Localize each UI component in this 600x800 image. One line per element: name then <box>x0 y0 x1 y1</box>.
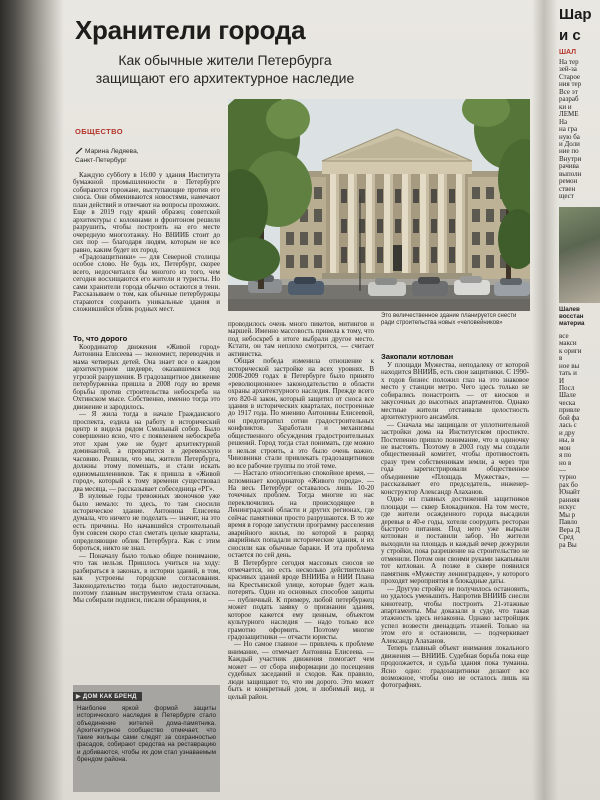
adjacent-caption-line: Шалев <box>559 305 580 313</box>
lead-paragraph: Каждую субботу в 16:00 у здания Института бумажной промышленности в Петербурге собираются горожане, выступающие против его сноса. Они обмениваются новостями, намечают план действий и отвечают на вопросы прохожих. Еще в 2019 году яркий образец советской архитектуры с колоннами и фронтоном решили разрушить, чтобы построить на его месте очередную многоэтажку. Но ВНИИБ стоит до сих пор — благодаря людям, которым не все равно, каким будет их город. <box>73 172 220 254</box>
article-photo <box>228 99 530 311</box>
adjacent-text-line: бой фа <box>559 413 580 422</box>
sidebar-box <box>73 685 220 792</box>
adjacent-caption <box>557 306 600 328</box>
adjacent-text-line: Посл <box>559 384 575 392</box>
adjacent-section-fragment: ШАЛ <box>559 49 577 56</box>
body-paragraph: — Но самое главное — привлечь к проблеме внимание, — отмечает Антонина Елисеева. — Каждый участник движения помогает чем может — от сбора информации до посещения судебных заседаний и сходов. Как правило, люди защищают то, что им дорого. Это может быть и конкретный дом, и любимый вид, и целый район. <box>228 640 374 701</box>
section-label: ОБЩЕСТВО <box>75 127 123 136</box>
sidebar-box-text: Наиболее яркой формой защиты исторического наследия в Петербурге стало объединение жителей дома-памятника. Архитектурное сообщество отмечает, что такие жильцы сами следят за сохранностью фасадов, собирают средства на реставрацию и добиваются, чтобы их дом стал узнаваемым брендом района. <box>77 705 216 764</box>
adjacent-text-line: Юнайт <box>559 488 580 497</box>
adjacent-text-line: ра Вы <box>559 540 577 549</box>
subtitle-line: Как обычные жители Петербурга <box>118 52 332 68</box>
adjacent-text-line: турно <box>559 473 577 482</box>
author-byline <box>75 147 220 165</box>
page-fold-shadow <box>0 0 64 800</box>
adjacent-text-line: искус <box>559 503 576 512</box>
adjacent-text-line: Внутри <box>559 154 582 163</box>
adjacent-text-line: я по <box>559 451 572 460</box>
adjacent-text-line: ческа <box>559 398 576 407</box>
pen-icon <box>75 147 83 154</box>
adjacent-text-line: — <box>559 465 566 474</box>
adjacent-text-line: разраб <box>559 95 579 104</box>
subtitle-line: защищают его архитектурное наследие <box>95 69 355 86</box>
adjacent-photo <box>559 207 600 303</box>
adjacent-text-line: привле <box>559 406 580 415</box>
adjacent-text-line: выполн <box>559 169 582 178</box>
page-gutter-shadow <box>532 0 558 800</box>
photo-building-scene <box>228 99 530 311</box>
adjacent-text-line: зей-за <box>559 65 577 74</box>
body-paragraph: Одно из главных достижений защитников площади — сквер Блокадников. На том месте, где жители осажденного города высадили деревья в 40-е годы, хотели соорудить ресторан быстрого питания. Под него уже вырыли котлован и поставили забор. Но жители выходили на площадь и каждый вечер дежурили у стройки, пока разрешение на строительство не отменили. Потом они своими руками закапывали тот котлован. А позже в сквере появился памятник «Мужеству ленинградцев», у которого проходят мероприятия в блокадные даты. <box>381 495 529 586</box>
adjacent-text-line: ранняя <box>559 495 580 504</box>
sidebar-box-header <box>73 692 142 701</box>
author-name-line <box>75 147 220 157</box>
column-c <box>381 362 529 792</box>
adjacent-text-top <box>557 59 600 201</box>
adjacent-text-line: Сред <box>559 533 574 542</box>
adjacent-text-line: ное вы <box>559 361 580 370</box>
body-paragraph: В нулевые годы тревожных звоночков уже было немало: то здесь, то там сносили историческое здание. Антонина Елисеева думала, что ничего не поделать — значит, на это есть причины. Но начавшийся строительный бум совсем скоро стал сметать целые кварталы, определяющие облик Петербурга. Как с этим бороться, никто не знал. <box>73 492 220 553</box>
body-paragraph: Теперь главный объект внимания локального движения — ВНИИБ. Судебная борьба пока еще продолжается, и судьба здания пока туманна. Ясно одно: градозащитники делают все возможное, чтобы оно не осталось лишь на фотографиях. <box>381 644 529 690</box>
column-a <box>73 344 220 682</box>
adjacent-text-line: Павло <box>559 518 578 527</box>
adjacent-page-strip <box>557 0 600 800</box>
body-paragraph: Координатор движения «Живой город» Антонина Елисеева — экономист, переводчик и мама четверых детей. Она знает все о каждом архитектурном шедевре, оказавшемся под угрозой разрушения. В градозащитное движение петербурженка пришла в 2008 году во время борьбы против строительства небоскреба на Охтинском мысе. Собственно, именно тогда это движение и зародилось. <box>73 344 220 411</box>
adjacent-text-line: И <box>559 376 565 385</box>
body-paragraph: У площади Мужества, неподалеку от которой находится ВНИИБ, есть свои защитники. С 1990-х годов бизнес положил глаз на это знаковое место у станции метро. Чего здесь только не собирались понастроить — от киосков и закусочных до высотных апартаментов. Однако местные жители отстаивали целостность архитектурного ансамбля. <box>381 362 529 422</box>
adjacent-text-line: Мы р <box>559 510 576 519</box>
adjacent-text-line: ние по <box>559 147 579 156</box>
adjacent-text-line: к ориги <box>559 346 582 355</box>
adjacent-text-line: все <box>559 331 569 340</box>
adjacent-text-line: мон <box>559 443 571 452</box>
adjacent-text-line: Все эт <box>559 87 578 96</box>
adjacent-headline-fragment: Шар <box>559 6 592 23</box>
adjacent-text-line: ки и <box>559 102 572 111</box>
adjacent-text-bottom <box>557 333 600 549</box>
adjacent-caption-line: восстан <box>559 313 584 321</box>
body-paragraph: — Настало относительно спокойное время, — вспоминает координатор «Живого города». — На весь Петербург оставалось лишь 10-20 точечных проблем. Тогда многие из нас переключились на происходящее в Ленинградской области и других регионах, где сейчас памятники просто разрушаются. В то же время в городе запустили программу расселения аварийного жилья, по которой в разряд аварийных попадали исторические здания, и их сносили как обычные бараки. И эта проблема остается по сей день. <box>228 469 374 560</box>
adjacent-text-line: рах бо <box>559 480 578 489</box>
triangle-marker-icon: ▶ <box>76 694 81 700</box>
body-paragraph: — Другую стройку не получилось остановить, но удалось уменьшить. Напротив ВНИИБ снесли кинотеатр, чтобы построить 21-этажные апартаменты. Мы доказали в суде, что такая этажность здесь незаконна. Однако застройщик успел возвести двенадцать этажей. Только на этом его и остановили, — подчеркивает Александр Алаханов. <box>381 584 529 645</box>
adjacent-text-line: лась с <box>559 421 577 430</box>
adjacent-text-line: Шале <box>559 391 576 400</box>
adjacent-text-line: На <box>559 117 568 126</box>
adjacent-text-line: Старое <box>559 72 581 81</box>
body-paragraph: проводилось очень много пикетов, митингов и маршей. Именно массовость привела к тому, что под небоскреб в итоге выбрали другое место. Кстати, он там неплохо смотрится, — считает активистка. <box>228 321 374 358</box>
foreground-road <box>228 299 530 311</box>
subheading-1: То, что дорого <box>73 334 128 343</box>
author-city: Санкт-Петербург <box>75 156 127 164</box>
body-paragraph: В Петербурге сегодня массовых сносов не отмечается, но есть несколько действительно красивых зданий вроде ВНИИБа и НИИ Плана на Крестьянской улице, которые будет жаль потерять. Один из основных способов защиты — публичный. К примеру, любой петербуржец может подать заявку о признании здания, которое кажется ему ценным, объектом культурного наследия — надо только все грамотно оформить. Поэтому многие градозащитники — отчасти юристы. <box>228 558 374 642</box>
adjacent-text-line: Вера Д <box>559 525 580 534</box>
author-name: Марина Ледяева, <box>85 148 139 155</box>
sidebar-box-title: ДОМ КАК БРЕНД <box>82 694 137 700</box>
adjacent-text-line: ную ба <box>559 132 580 141</box>
adjacent-text-line: макси <box>559 339 577 348</box>
adjacent-text-line: щест <box>559 192 574 201</box>
body-paragraph: — Сначала мы защищали от уплотнительной застройки дома на Институтском проспекте. Постепенно пришло понимание, что в одиночку не выстоять. Поэтому в 2003 году мы создали общественный комитет, чтобы противостоять сразу трем собственникам земли, а через три года зарегистрировали общественное объединение «Площадь Мужества», — рассказывает его председатель, инженер-конструктор Александр Алаханов. <box>381 420 529 496</box>
subheading-2: Закопали котлован <box>381 352 454 361</box>
adjacent-text-line: На тер <box>559 58 579 66</box>
adjacent-text-line: и Доли <box>559 139 580 148</box>
adjacent-text-line: ЛЕМЕ <box>559 110 579 119</box>
adjacent-text-line: ны, в <box>559 436 575 445</box>
photo-caption: Это величественное здание планируется снести ради строительства новых «человейников» <box>381 313 517 327</box>
adjacent-text-line: и дру <box>559 428 575 437</box>
body-paragraph: Общая победа изменила отношение к исторической застройке на всех уровнях. В 2008-2009 годах в Петербурге было принято «революционное» законодательство в области охраны архитектурного наследия. Прежде всего это 820-й закон, который защитил от сноса все здания в исторических кварталах, построенные до 1917 года. По мнению Антонины Елисеевой, он предотвратил сотни градостроительных конфликтов. Заработали и механизмы общественного обсуждения градостроительных решений. Город тогда стал понимать, где можно и нельзя строить, а это было очень важно. Чиновники стали привлекать градозащитников во все рабочие группы по этой теме. <box>228 357 374 470</box>
adjacent-text-line: в <box>559 354 563 363</box>
article-title: Хранители города <box>75 15 306 45</box>
adjacent-caption-line: материа <box>559 320 585 328</box>
body-paragraph: — Поначалу было только общее понимание, что так нельзя. Пришлось учиться на ходу: разбираться в законах, в истории зданий, в том, как устроены городские согласования. Законодательство тогда было недостаточным, поэтому главным инструментом стала огласка. Мы собирали подписи, писали обращения, и <box>73 551 220 605</box>
lead-text <box>73 172 220 330</box>
adjacent-text-line: ния тер <box>559 80 582 89</box>
adjacent-text-line: рачива <box>559 162 579 171</box>
adjacent-text-line: но в <box>559 458 572 467</box>
adjacent-text-line: на гра <box>559 125 578 134</box>
lead-paragraph: «Градозащитники» — для Северной столицы особое слово. Не будь их, Петербург, скорее всего, недосчитался бы многого из того, чем сегодня восхищаются его жители и туристы. Но сами хранители города обычно остаются в тени. Рассказываем о том, как обычные петербуржцы стараются сохранить уникальные здания и сложившийся облик родных мест. <box>73 252 220 314</box>
column-b <box>228 321 374 792</box>
adjacent-text-line: ремон <box>559 177 578 186</box>
adjacent-headline-fragment: и с <box>559 27 581 44</box>
article-subtitle <box>70 52 380 87</box>
adjacent-text-line: тать и <box>559 369 577 378</box>
adjacent-text-line: ствен <box>559 184 576 193</box>
body-paragraph: — Я жила тогда в начале Гражданского проспекта, ездила на работу в исторический центр и видела рядом Смольный собор. Было совершенно ясно, что с появлением небоскреба этот храм уже не будет архитектурной доминантой, а превратится в деревенскую часовню. Решили, что мы, жители Петербурга, должны этому помешать, и стали искать единомышленников. Так я пришла в «Живой город», который к тому времени существовал два месяца, — рассказывает собеседница «РГ». <box>73 410 220 493</box>
